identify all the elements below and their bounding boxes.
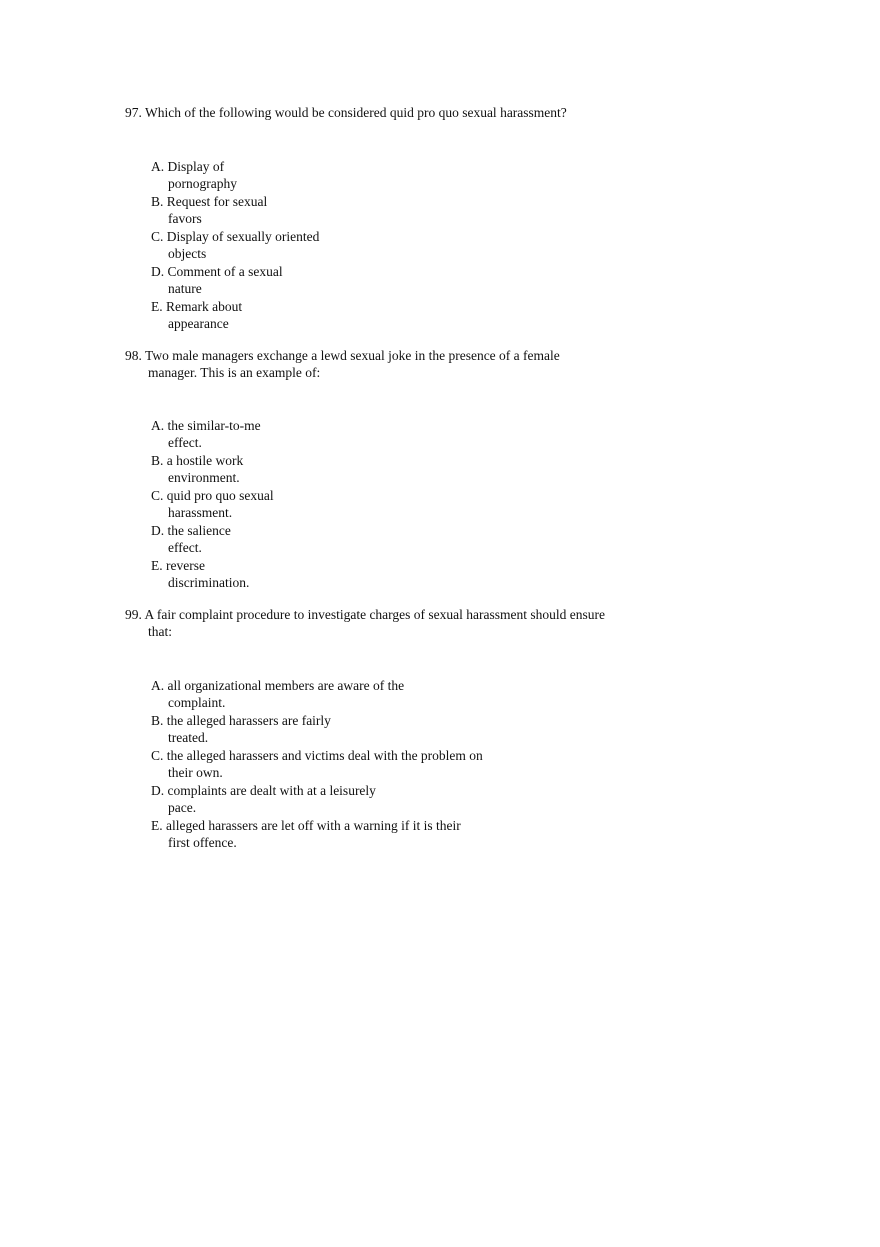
option-text: the alleged harassers and victims deal with the problem on [166, 748, 483, 763]
option-d [151, 263, 319, 297]
option-text-continued: effect. [168, 540, 202, 555]
option-letter: B. [151, 713, 164, 728]
answer-options [151, 158, 319, 333]
question-98 [125, 347, 560, 381]
option-c [151, 747, 483, 781]
option-letter: A. [151, 418, 165, 433]
option-a [151, 677, 483, 711]
option-text: all organizational members are aware of the [167, 678, 405, 693]
option-text-continued: discrimination. [168, 575, 250, 590]
question-text: Which of the following would be considered quid pro quo sexual harassment? [145, 105, 567, 120]
answer-options [151, 417, 274, 592]
option-letter: C. [151, 488, 164, 503]
option-text: Display of sexually oriented [166, 229, 320, 244]
question-number: 98. [125, 348, 142, 363]
option-text: alleged harassers are let off with a warning if it is their [166, 818, 461, 833]
option-e [151, 557, 274, 591]
option-letter: E. [151, 299, 163, 314]
option-text: the salience [167, 523, 231, 538]
option-text: Comment of a sexual [167, 264, 283, 279]
option-text-continued: first offence. [168, 835, 237, 850]
option-d [151, 782, 483, 816]
question-stem [125, 606, 605, 640]
option-text-continued: their own. [168, 765, 223, 780]
option-text: the similar-to-me [167, 418, 261, 433]
option-c [151, 228, 319, 262]
question-stem [125, 104, 567, 121]
question-text: A fair complaint procedure to investigate charges of sexual harassment should ensure [144, 607, 605, 622]
option-letter: C. [151, 748, 164, 763]
option-letter: E. [151, 558, 163, 573]
option-text-continued: appearance [168, 316, 229, 331]
option-text-continued: favors [168, 211, 202, 226]
option-b [151, 712, 483, 746]
question-97 [125, 104, 567, 121]
option-text-continued: pace. [168, 800, 197, 815]
option-letter: D. [151, 783, 165, 798]
question-text-continued: manager. This is an example of: [148, 365, 321, 380]
question-number: 99. [125, 607, 142, 622]
option-text: the alleged harassers are fairly [166, 713, 331, 728]
option-text: Display of [167, 159, 225, 174]
option-text: Remark about [166, 299, 243, 314]
question-text: Two male managers exchange a lewd sexual joke in the presence of a female [145, 348, 560, 363]
option-text-continued: harassment. [168, 505, 233, 520]
option-letter: A. [151, 678, 165, 693]
option-text-continued: environment. [168, 470, 240, 485]
option-text-continued: pornography [168, 176, 237, 191]
option-letter: A. [151, 159, 165, 174]
question-99 [125, 606, 605, 640]
answer-options [151, 677, 483, 852]
option-text: reverse [166, 558, 205, 573]
option-a [151, 158, 319, 192]
option-b [151, 193, 319, 227]
option-text: Request for sexual [166, 194, 268, 209]
option-letter: E. [151, 818, 163, 833]
option-text: complaints are dealt with at a leisurely [167, 783, 376, 798]
option-b [151, 452, 274, 486]
option-letter: C. [151, 229, 164, 244]
option-a [151, 417, 274, 451]
option-text-continued: objects [168, 246, 207, 261]
option-c [151, 487, 274, 521]
option-text-continued: nature [168, 281, 202, 296]
option-text-continued: complaint. [168, 695, 226, 710]
question-text-continued: that: [148, 624, 172, 639]
option-e [151, 817, 483, 851]
option-letter: B. [151, 453, 164, 468]
option-e [151, 298, 319, 332]
option-letter: B. [151, 194, 164, 209]
question-stem [125, 347, 560, 381]
question-number: 97. [125, 105, 142, 120]
option-d [151, 522, 274, 556]
option-text: quid pro quo sexual [166, 488, 274, 503]
option-letter: D. [151, 523, 165, 538]
option-text-continued: effect. [168, 435, 202, 450]
option-text-continued: treated. [168, 730, 209, 745]
option-text: a hostile work [166, 453, 244, 468]
option-letter: D. [151, 264, 165, 279]
